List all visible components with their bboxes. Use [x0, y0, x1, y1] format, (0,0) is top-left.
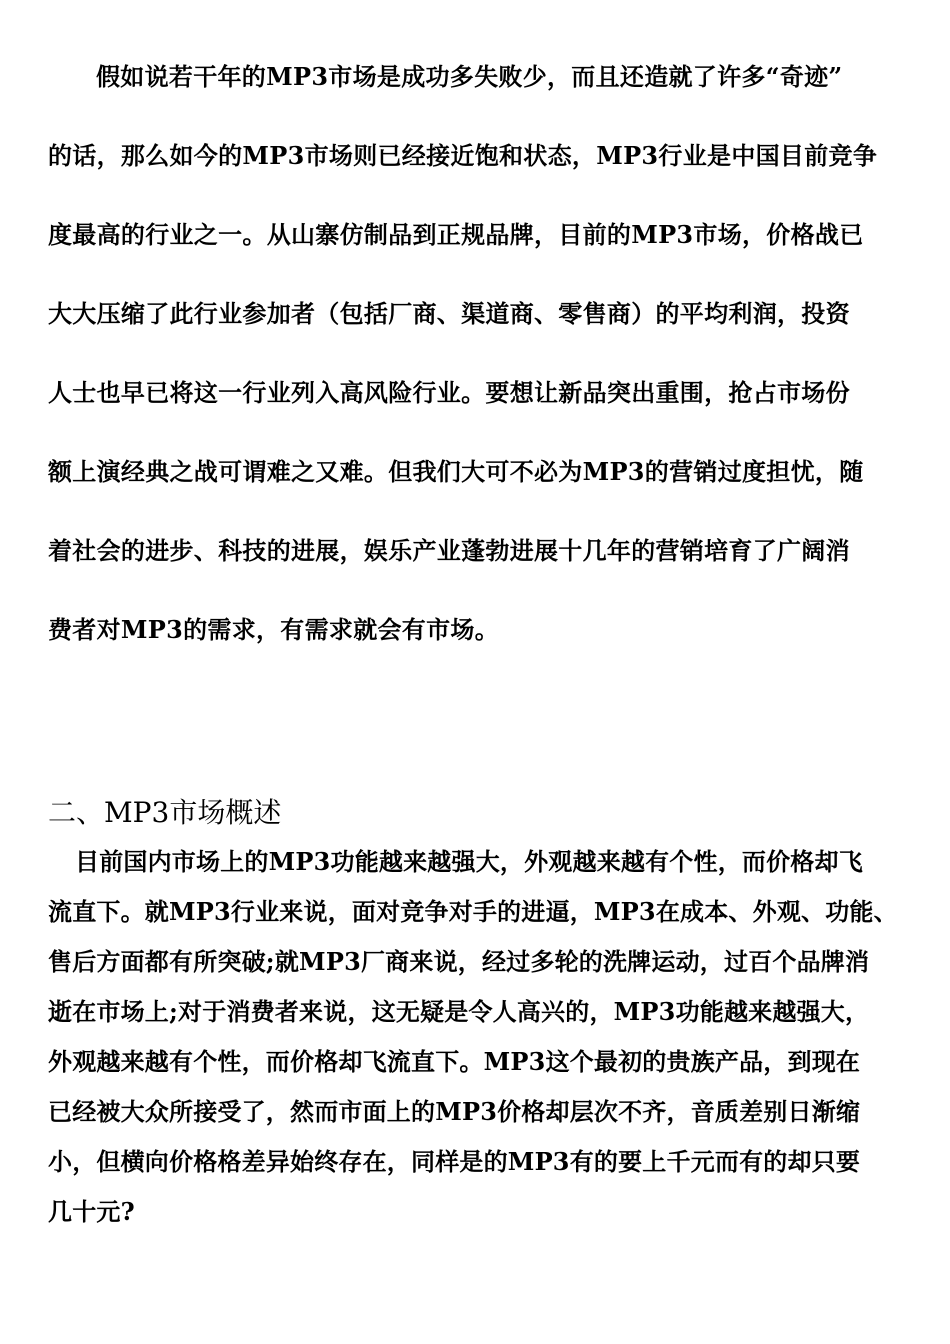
section-line: 逝在市场上;对于消费者来说，这无疑是令人高兴的，MP3功能越来越强大，	[48, 997, 870, 1026]
section-paragraph	[48, 842, 928, 1242]
intro-line: 着社会的进步、科技的进展，娱乐产业蓬勃进展十几年的营销培育了广阔消	[48, 536, 850, 565]
section-line: 流直下。就MP3行业来说，面对竞争对手的进逼，MP3在成本、外观、功能、	[48, 897, 898, 926]
intro-line: 费者对MP3的需求，有需求就会有市场。	[48, 615, 500, 644]
section-line: 售后方面都有所突破;就MP3厂商来说，经过多轮的洗牌运动，过百个品牌消	[48, 947, 870, 976]
intro-line: 假如说若干年的MP3市场是成功多失败少，而且还造就了许多“奇迹”	[96, 62, 843, 91]
section-heading: 二、MP3市场概述	[48, 796, 282, 829]
intro-line: 的话，那么如今的MP3市场则已经接近饱和状态，MP3行业是中国目前竞争	[48, 141, 878, 170]
section-line: 外观越来越有个性，而价格却飞流直下。MP3这个最初的贵族产品，到现在	[48, 1047, 861, 1076]
intro-line: 人士也早已将这一行业列入高风险行业。要想让新品突出重围，抢占市场份	[48, 378, 850, 407]
intro-line: 额上演经典之战可谓难之又难。但我们大可不必为MP3的营销过度担忧，随	[48, 457, 864, 486]
intro-paragraph	[48, 52, 918, 684]
section-line: 几十元?	[48, 1197, 135, 1226]
section-line: 已经被大众所接受了，然而市面上的MP3价格却层次不齐，音质差别日渐缩	[48, 1097, 861, 1126]
intro-line: 大大压缩了此行业参加者（包括厂商、渠道商、零售商）的平均利润，投资	[48, 299, 850, 328]
intro-line: 度最高的行业之一。从山寨仿制品到正规品牌，目前的MP3市场，价格战已	[48, 220, 864, 249]
section-line: 目前国内市场上的MP3功能越来越强大，外观越来越有个性，而价格却飞	[75, 847, 863, 876]
section-line: 小，但横向价格格差异始终存在，同样是的MP3有的要上千元而有的却只要	[48, 1147, 861, 1176]
